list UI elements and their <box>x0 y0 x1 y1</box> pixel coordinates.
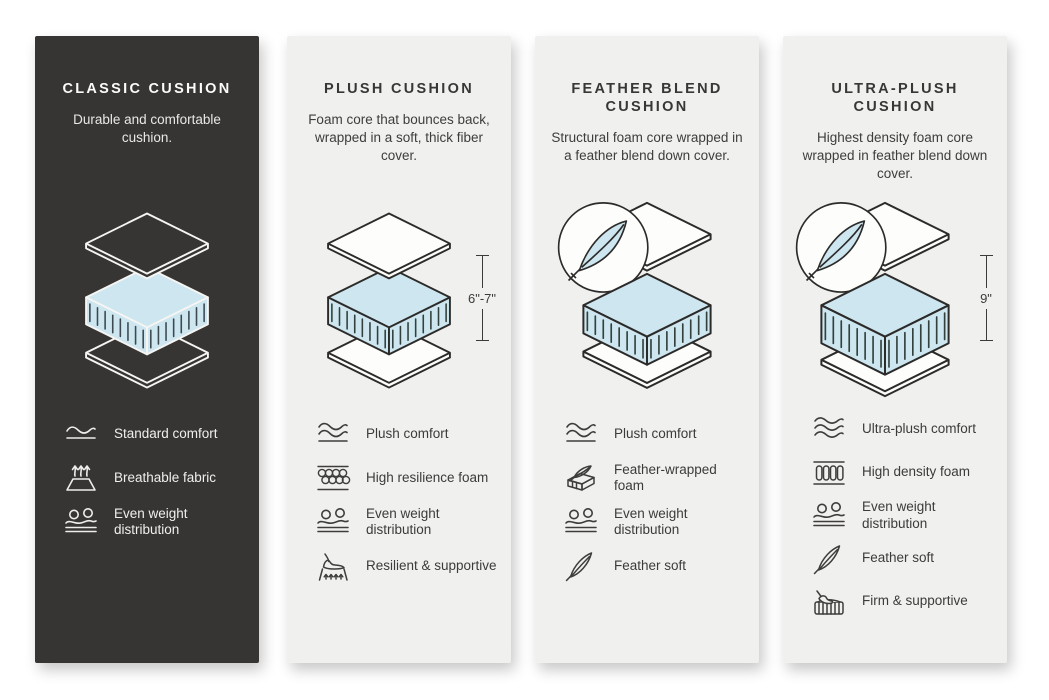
feature-label: Standard comfort <box>114 425 218 441</box>
feature-label: Breathable fabric <box>114 469 217 485</box>
comfort-wave-icon <box>313 417 353 451</box>
feature-row <box>561 544 749 588</box>
even-weight-icon <box>61 505 101 539</box>
feather-badge-icon <box>797 203 886 292</box>
feature-row <box>809 580 997 623</box>
ultra-wave-icon <box>809 413 849 447</box>
feature-row <box>313 412 501 456</box>
feature-row <box>61 456 249 500</box>
feature-label: Ultra-plush comfort <box>862 421 977 437</box>
feature-label: Feather-wrapped foam <box>614 461 717 493</box>
feather-icon <box>561 549 601 583</box>
feature-row <box>561 412 749 456</box>
dimension-line <box>482 256 483 288</box>
feature-label: Feather soft <box>614 557 687 573</box>
feature-list <box>61 412 249 544</box>
card-description: Durable and comfortable cushion. <box>73 112 221 145</box>
feature-row <box>313 544 501 588</box>
feature-list <box>561 412 749 588</box>
card-title: FEATHER BLEND CUSHION <box>571 81 723 116</box>
feature-label: Resilient & supportive <box>366 557 497 573</box>
even-weight-icon <box>313 505 353 539</box>
card-description: Structural foam core wrapped in a feather blend down cover. <box>551 130 743 164</box>
cushion-diagram-icon <box>790 188 980 399</box>
feather-badge-icon <box>559 203 648 292</box>
card-plush-cushion <box>287 36 511 663</box>
feature-row <box>561 500 749 544</box>
dimension-label: 6"-7" <box>467 290 497 306</box>
feature-label: Even weight distribution <box>862 499 936 531</box>
feature-row <box>561 456 749 500</box>
cushion-layers-illustration <box>535 188 759 416</box>
card-description: Highest density foam core wrapped in feather blend down cover. <box>802 130 988 181</box>
feature-label: Even weight distribution <box>614 505 688 537</box>
resilience-foam-icon <box>313 461 353 495</box>
feature-row <box>313 456 501 500</box>
dimension-line <box>986 256 987 288</box>
cushion-diagram-icon <box>298 204 480 391</box>
even-weight-icon <box>561 505 601 539</box>
dimension-cap <box>476 340 489 341</box>
comfort-wave-icon <box>561 417 601 451</box>
feature-row <box>313 500 501 544</box>
feature-list <box>313 412 501 588</box>
feature-row <box>809 408 997 451</box>
cushion-diagram-icon <box>552 188 742 391</box>
card-title: PLUSH CUSHION <box>324 81 474 97</box>
even-weight-icon <box>809 499 849 533</box>
feature-row <box>61 500 249 544</box>
cushion-layers-illustration <box>773 188 997 416</box>
feature-row <box>61 412 249 456</box>
thickness-dimension-marker <box>971 255 1001 341</box>
feather-wrapped-foam-icon <box>561 461 601 495</box>
dimension-label: 9" <box>980 290 992 306</box>
high-density-foam-icon <box>809 456 849 490</box>
feature-label: Firm & supportive <box>862 593 968 609</box>
feather-icon <box>809 542 849 576</box>
resilient-supportive-icon <box>313 549 353 583</box>
feature-label: Plush comfort <box>614 425 697 441</box>
breathable-fabric-icon <box>61 461 101 495</box>
feature-label: Even weight distribution <box>114 505 188 537</box>
dimension-line <box>482 309 483 341</box>
comfort-wave-icon <box>61 417 101 451</box>
feature-row <box>809 537 997 580</box>
card-feather-blend-cushion <box>535 36 759 663</box>
feature-label: High density foam <box>862 464 971 480</box>
cushion-layers-illustration <box>35 204 259 419</box>
feature-row <box>809 451 997 494</box>
card-classic-cushion <box>35 36 259 663</box>
dimension-cap <box>980 340 993 341</box>
card-description: Foam core that bounces back, wrapped in a soft, thick fiber cover. <box>308 112 490 163</box>
card-title: CLASSIC CUSHION <box>62 81 232 97</box>
feature-label: Even weight distribution <box>366 505 440 537</box>
dimension-line <box>986 309 987 341</box>
feature-row <box>809 494 997 537</box>
firm-supportive-icon <box>809 585 849 619</box>
feature-label: High resilience foam <box>366 469 489 485</box>
feature-list <box>809 408 997 623</box>
feature-label: Feather soft <box>862 550 935 566</box>
card-ultra-plush-cushion <box>783 36 1007 663</box>
feature-label: Plush comfort <box>366 425 449 441</box>
thickness-dimension-marker <box>467 255 497 341</box>
cushion-diagram-icon <box>56 204 238 391</box>
card-title: ULTRA-PLUSH CUSHION <box>831 81 959 116</box>
